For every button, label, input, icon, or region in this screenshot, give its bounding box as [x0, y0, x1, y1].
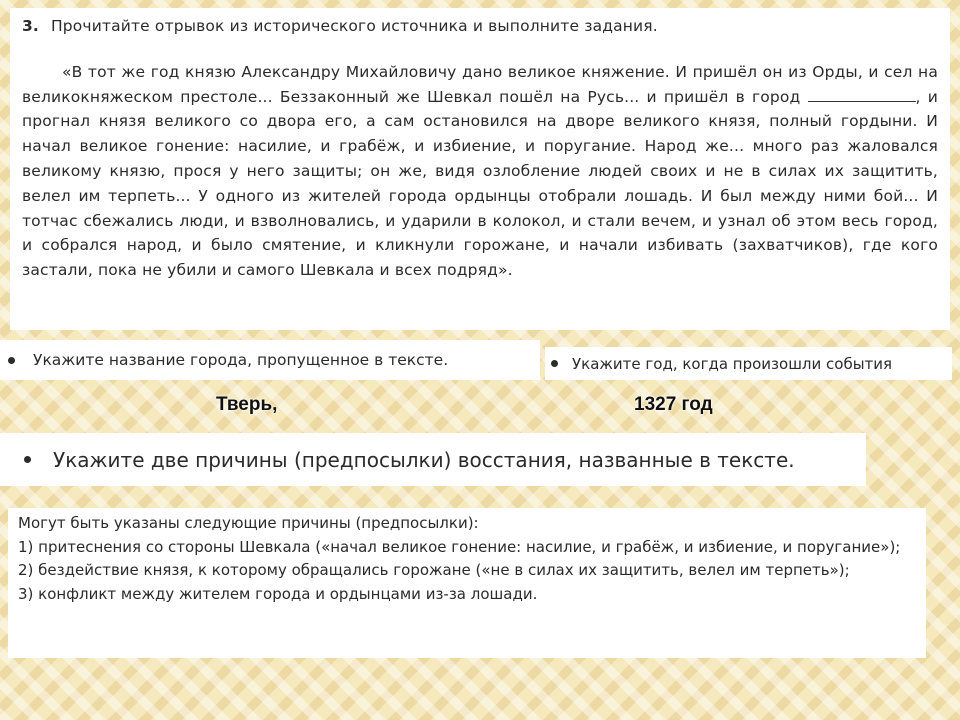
reason-item-2: 2) бездействие князя, к которому обращались горожане («не в силах их защитить, велел им терпеть»); — [18, 561, 850, 580]
task-header — [22, 14, 938, 39]
question-year-text: Укажите год, когда произошли события — [572, 354, 893, 373]
bullet-icon — [24, 456, 31, 463]
reasons-intro: Могут быть указаны следующие причины (предпосылки): — [18, 514, 479, 532]
answer-city: Тверь, — [216, 394, 278, 415]
missing-city-blank — [808, 87, 916, 102]
reason-item-1: 1) притеснения со стороны Шевкала («начал великое гонение: насилие, и грабёж, и избиение, и поругание»); — [18, 537, 901, 556]
reasons-answer-panel — [8, 508, 926, 658]
question-city-text: Укажите название города, пропущенное в тексте. — [33, 351, 449, 369]
question-reasons — [0, 433, 866, 486]
excerpt-part-2: , и прогнал князя великого со двора его, а сам остановился на дворе великого князя, полный гордыни. И начал великое гонение: насилие, и грабёж, и избиение, и поругание. Народ же... много раз жаловался великому князю, прося у него защиты; он же, видя озлобление людей своих и не в силах их защитить, велел им терпеть... У одного из жителей города ордынцы отобрали лошадь. И был между ними бой... И тотчас сбежались люди, и взволновались, и ударили в колокол, и стали вечем, и узнал об этом весь город, и собрался народ, и было смятение, и кликнули горожане, и начали избивать (захватчиков), где кого застали, пока не убили и самого Шевкала и всех подряд». — [22, 87, 938, 280]
source-excerpt-panel — [10, 8, 950, 330]
excerpt-part-1: «В тот же год князю Александру Михайловичу дано великое княжение. И пришёл он из Орды, и сел на великокняжеском престоле... Беззаконный же Шевкал пошёл на Русь... и пришёл в город — [22, 62, 938, 106]
reason-item-3: 3) конфликт между жителем города и ордынцами из-за лошади. — [18, 585, 538, 604]
question-year — [545, 347, 952, 380]
question-reasons-text: Укажите две причины (предпосылки) восстания, названные в тексте. — [53, 447, 795, 472]
question-city — [0, 340, 540, 380]
bullet-icon — [8, 357, 15, 364]
task-number: 3. — [22, 17, 39, 35]
source-excerpt-text — [22, 60, 938, 283]
bullet-icon — [551, 360, 558, 367]
answer-year: 1327 год — [634, 394, 713, 415]
task-instruction: Прочитайте отрывок из исторического источника и выполните задания. — [50, 17, 658, 35]
